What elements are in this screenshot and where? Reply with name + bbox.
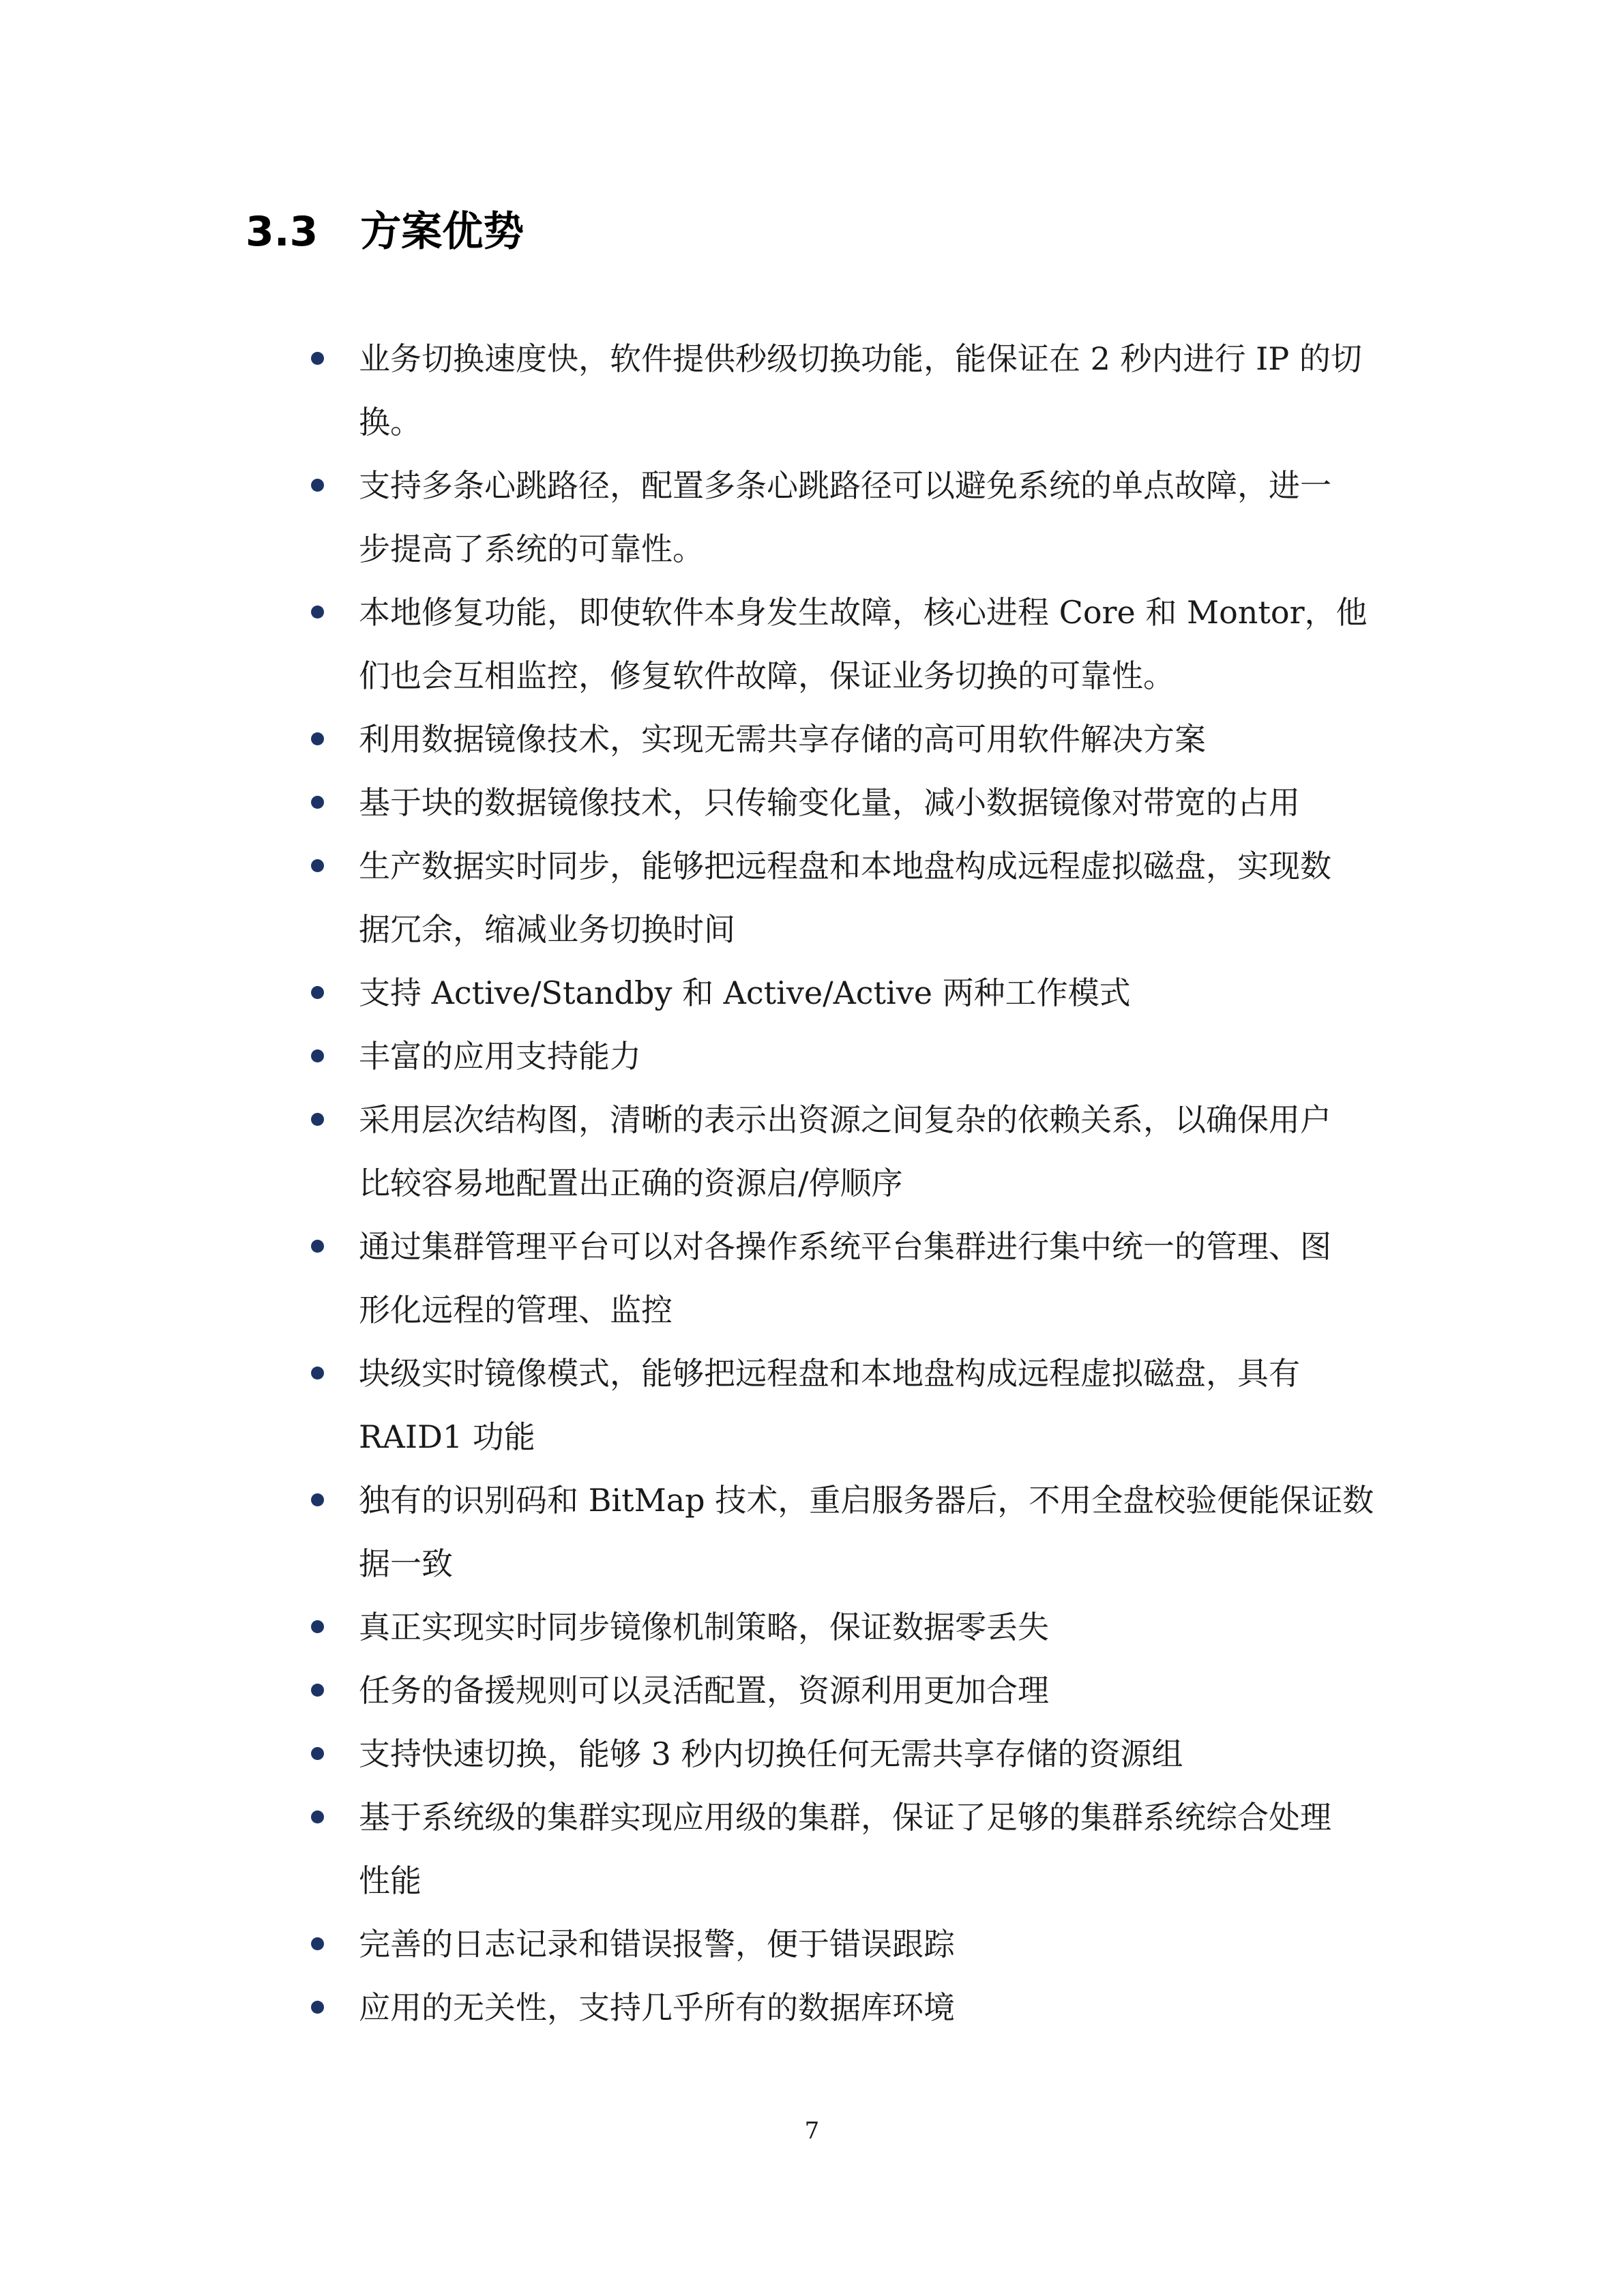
list-item-line: 比较容易地配置出正确的资源启/停顺序 bbox=[359, 1165, 903, 1202]
list-item bbox=[307, 1723, 1371, 1786]
list-item-line: 完善的日志记录和错误报警，便于错误跟踪 bbox=[359, 1926, 955, 1963]
list-item bbox=[307, 771, 1371, 835]
list-item-line: 据冗余，缩减业务切换时间 bbox=[359, 911, 735, 948]
bullet-dot-icon bbox=[311, 1113, 324, 1126]
bullet-dot-icon bbox=[311, 2001, 324, 2014]
list-item bbox=[307, 581, 1371, 708]
list-item-line: 性能 bbox=[359, 1862, 422, 1899]
bullet-dot-icon bbox=[311, 352, 324, 365]
list-item-line: 通过集群管理平台可以对各操作系统平台集群进行集中统一的管理、图 bbox=[359, 1228, 1331, 1265]
list-item-line: 利用数据镜像技术，实现无需共享存储的高可用软件解决方案 bbox=[359, 721, 1206, 758]
list-item-line: 真正实现实时同步镜像机制策略，保证数据零丢失 bbox=[359, 1609, 1049, 1645]
list-item-line: 基于系统级的集群实现应用级的集群，保证了足够的集群系统综合处理 bbox=[359, 1799, 1331, 1836]
list-item bbox=[307, 1659, 1371, 1723]
list-item-line: 形化远程的管理、监控 bbox=[359, 1292, 673, 1328]
list-item bbox=[307, 1215, 1371, 1342]
advantages-list bbox=[307, 327, 1374, 2040]
list-item-line: 们也会互相监控，修复软件故障，保证业务切换的可靠性。 bbox=[359, 657, 1175, 694]
list-item bbox=[307, 454, 1371, 581]
bullet-dot-icon bbox=[311, 1493, 324, 1506]
bullet-dot-icon bbox=[311, 1684, 324, 1697]
list-item bbox=[307, 327, 1371, 454]
list-item-line: 独有的识别码和 BitMap 技术，重启服务器后，不用全盘校验便能保证数 bbox=[359, 1482, 1374, 1519]
section-heading bbox=[246, 205, 524, 259]
bullet-dot-icon bbox=[311, 479, 324, 492]
section-number: 3.3 bbox=[246, 208, 319, 256]
list-item bbox=[307, 1025, 1371, 1088]
list-item bbox=[307, 1913, 1371, 1976]
list-item-line: 生产数据实时同步，能够把远程盘和本地盘构成远程虚拟磁盘，实现数 bbox=[359, 848, 1331, 884]
bullet-dot-icon bbox=[311, 859, 324, 872]
bullet-dot-icon bbox=[311, 1049, 324, 1062]
list-item bbox=[307, 1786, 1371, 1913]
bullet-dot-icon bbox=[311, 1240, 324, 1253]
list-item-line: 据一致 bbox=[359, 1545, 453, 1582]
list-item-line: 本地修复功能，即使软件本身发生故障，核心进程 Core 和 Montor，他 bbox=[359, 594, 1368, 631]
list-item bbox=[307, 961, 1371, 1025]
bullet-dot-icon bbox=[311, 1937, 324, 1950]
bullet-dot-icon bbox=[311, 606, 324, 618]
list-item bbox=[307, 1976, 1371, 2040]
page-number: 7 bbox=[804, 2117, 820, 2145]
bullet-dot-icon bbox=[311, 732, 324, 745]
list-item bbox=[307, 708, 1371, 771]
list-item bbox=[307, 1469, 1374, 1596]
list-item-line: 步提高了系统的可靠性。 bbox=[359, 531, 704, 567]
list-item-line: 应用的无关性，支持几乎所有的数据库环境 bbox=[359, 1989, 955, 2026]
list-item-line: 采用层次结构图，清晰的表示出资源之间复杂的依赖关系，以确保用户 bbox=[359, 1101, 1331, 1138]
list-item-line: 支持 Active/Standby 和 Active/Active 两种工作模式 bbox=[359, 974, 1131, 1011]
list-item-line: 支持快速切换，能够 3 秒内切换任何无需共享存储的资源组 bbox=[359, 1735, 1183, 1772]
bullet-dot-icon bbox=[311, 1620, 324, 1633]
bullet-dot-icon bbox=[311, 1367, 324, 1380]
bullet-dot-icon bbox=[311, 1747, 324, 1760]
section-title: 方案优势 bbox=[360, 208, 525, 256]
list-item bbox=[307, 1342, 1371, 1469]
list-item-line: 基于块的数据镜像技术，只传输变化量，减小数据镜像对带宽的占用 bbox=[359, 784, 1300, 821]
list-item-line: 支持多条心跳路径，配置多条心跳路径可以避免系统的单点故障，进一 bbox=[359, 467, 1331, 504]
list-item-line: 任务的备援规则可以灵活配置，资源利用更加合理 bbox=[359, 1672, 1049, 1709]
bullet-dot-icon bbox=[311, 1810, 324, 1823]
list-item bbox=[307, 835, 1371, 961]
list-item-line: 业务切换速度快，软件提供秒级切换功能，能保证在 2 秒内进行 IP 的切 bbox=[359, 340, 1362, 377]
list-item bbox=[307, 1088, 1371, 1215]
bullet-dot-icon bbox=[311, 986, 324, 999]
bullet-dot-icon bbox=[311, 796, 324, 809]
list-item-line: 丰富的应用支持能力 bbox=[359, 1038, 641, 1075]
list-item bbox=[307, 1596, 1371, 1659]
list-item-line: 块级实时镜像模式，能够把远程盘和本地盘构成远程虚拟磁盘，具有 bbox=[359, 1355, 1300, 1392]
list-item-line: RAID1 功能 bbox=[359, 1418, 535, 1455]
list-item-line: 换。 bbox=[359, 404, 422, 441]
